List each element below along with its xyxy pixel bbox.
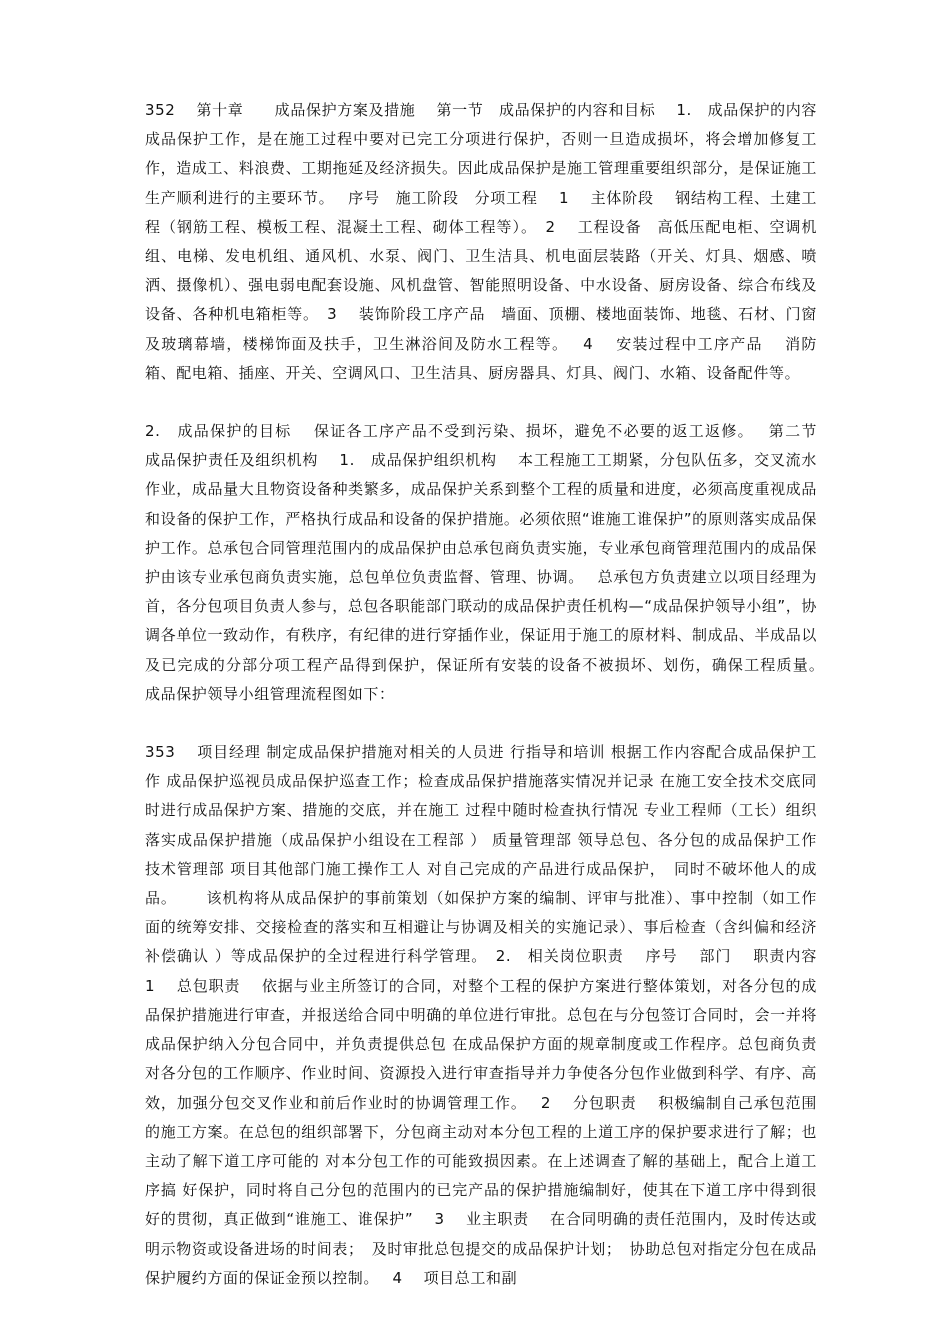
paragraph-chapter-10-intro: 352 第十章 成品保护方案及措施 第一节 成品保护的内容和目标 1. 成品保护的内容 成品保护工作，是在施工过程中要对已完工分项进行保护，否则一旦造成损坏，将会增加修复工作，造成工、料浪费、工期拖延及经济损失。因此成品保护是施工管理重要组织部分，是保证施工生产顺利进行的主要环节。 序号 施工阶段 分项工程 1 主体阶段 钢结构工程、土建工程（钢筋工程、模板工程、混凝土工程、砌体工程等）。 2 工程设备 高低压配电柜、空调机组、电梯、发电机组、通风机、水泵、阀门、卫生洁具、机电面层装路（开关、灯具、烟感、喷洒、摄像机）、强电弱电配套设施、风机盘管、智能照明设备、中水设备、厨房设备、综合布线及设备、各种机电箱柜等。 3 装饰阶段工序产品 墙面、顶棚、楼地面装饰、地毯、石材、门窗及玻璃幕墙，楼梯饰面及扶手，卫生淋浴间及防水工程等。 4 安装过程中工序产品 消防箱、配电箱、插座、开关、空调风口、卫生洁具、厨房器具、灯具、阀门、水箱、设备配件等。 [145, 101, 838, 382]
document-body [145, 96, 838, 1293]
paragraph-organization-responsibilities: 353 项目经理 制定成品保护措施对相关的人员进 行指导和培训 根据工作内容配合成品保护工作 成品保护巡视员成品保护巡查工作；检查成品保护措施落实情况并记录 在施工安全技术交底同时进行成品保护方案、措施的交底，并在施工 过程中随时检查执行情况 专业工程师（工长）组织落实成品保护措施（成品保护小组设在工程部 ） 质量管理部 领导总包、各分包的成品保护工作 技术管理部 项目其他部门施工操作工人 对自己完成的产品进行成品保护， 同时不破坏他人的成品。 该机构将从成品保护的事前策划（如保护方案的编制、评审与批准）、事中控制（如工作面的统筹安排、交接检查的落实和互相避让与协调及相关的实施记录）、事后检查（含纠偏和经济补偿确认 ）等成品保护的全过程进行科学管理。 2. 相关岗位职责 序号 部门 职责内容 1 总包职责 依据与业主所签订的合同，对整个工程的保护方案进行整体策划，对各分包的成品保护措施进行审查，并报送给合同中明确的单位进行审批。总包在与分包签订合同时，会一并将成品保护纳入分包合同中，并负责提供总包 在成品保护方面的规章制度或工作程序。总包商负责对各分包的工作顺序、作业时间、资源投入进行审查指导并力争使各分包作业做到科学、有序、高效，加强分包交叉作业和前后作业时的协调管理工作。 2 分包职责 积极编制自己承包范围的施工方案。在总包的组织部署下，分包商主动对本分包工程的上道工序的保护要求进行了解；也主动了解下道工序可能的 对本分包工作的可能致损因素。在上述调查了解的基础上，配合上道工序搞 好保护，同时将自己分包的范围内的已完产品的保护措施编制好，使其在下道工序中得到很好的贯彻，真正做到“谁施工、谁保护” 3 业主职责 在合同明确的责任范围内，及时传达或明示物资或设备进场的时间表； 及时审批总包提交的成品保护计划； 协助总包对指定分包在成品保护履约方面的保证金预以控制。 4 项目总工和副 [145, 743, 838, 1287]
paragraph-protection-goals-organization: 2. 成品保护的目标 保证各工序产品不受到污染、损坏，避免不必要的返工返修。 第二节 成品保护责任及组织机构 1. 成品保护组织机构 本工程施工工期紧，分包队伍多，交叉流水作业，成品量大且物资设备种类繁多，成品保护关系到整个工程的质量和进度，必须高度重视成品和设备的保护工作，严格执行成品和设备的保护措施。必须依照“谁施工谁保护”的原则落实成品保护工作。总承包合同管理范围内的成品保护由总承包商负责实施，专业承包商管理范围内的成品保护由该专业承包商负责实施，总包单位负责监督、管理、协调。 总承包方负责建立以项目经理为首，各分包项目负责人参与，总包各职能部门联动的成品保护责任机构—“成品保护领导小组”，协调各单位一致动作，有秩序，有纪律的进行穿插作业，保证用于施工的原材料、制成品、半成品以及已完成的分部分项工程产品得到保护，保证所有安装的设备不被损坏、划伤，确保工程质量。 成品保护领导小组管理流程图如下： [145, 422, 838, 703]
